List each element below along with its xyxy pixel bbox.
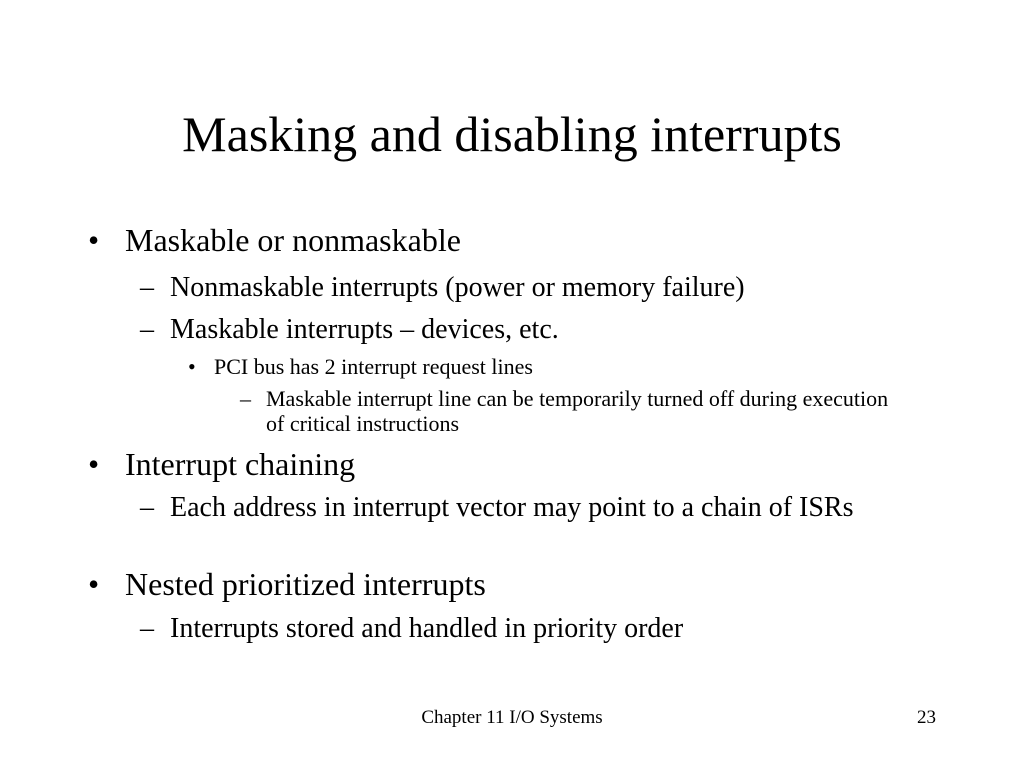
dash-marker: – [140,314,154,345]
dash-marker: – [140,272,154,303]
detail-item-maskable-line [240,386,906,436]
footer-page-number: 23 [917,707,936,728]
sub-item-maskable-interrupts [140,314,559,346]
detail-item-text: Maskable interrupt line can be temporarily turned off during execution of critical instructions [266,386,889,436]
bullet-text: Maskable or nonmaskable [125,222,461,258]
dash-marker: – [140,492,154,523]
sub-item-each-address [140,492,940,524]
sub-item-nonmaskable-interrupts [140,272,745,304]
bullet-marker: • [88,566,100,602]
sub-sub-item-pci-bus [188,354,533,380]
bullet-item-interrupt-chaining [88,446,355,482]
bullet-item-nested-prioritized [88,566,486,602]
bullet-marker: • [188,354,196,379]
bullet-item-maskable-or-nonmaskable [88,222,461,258]
sub-item-text: Maskable interrupts – devices, etc. [170,314,559,345]
dash-marker: – [140,613,154,644]
bullet-marker: • [88,446,100,482]
sub-item-interrupts-stored [140,613,683,645]
sub-item-text: Interrupts stored and handled in priority order [170,613,684,644]
footer-chapter: Chapter 11 I/O Systems [421,707,603,728]
slide-title: Masking and disabling interrupts [182,106,842,162]
bullet-marker: • [88,222,100,258]
sub-sub-item-text: PCI bus has 2 interrupt request lines [214,354,533,379]
sub-item-text: Nonmaskable interrupts (power or memory failure) [170,272,745,303]
bullet-text: Nested prioritized interrupts [125,566,486,602]
bullet-text: Interrupt chaining [125,446,356,482]
sub-item-text: Each address in interrupt vector may point to a chain of ISRs [170,492,854,523]
dash-marker: – [240,386,251,411]
